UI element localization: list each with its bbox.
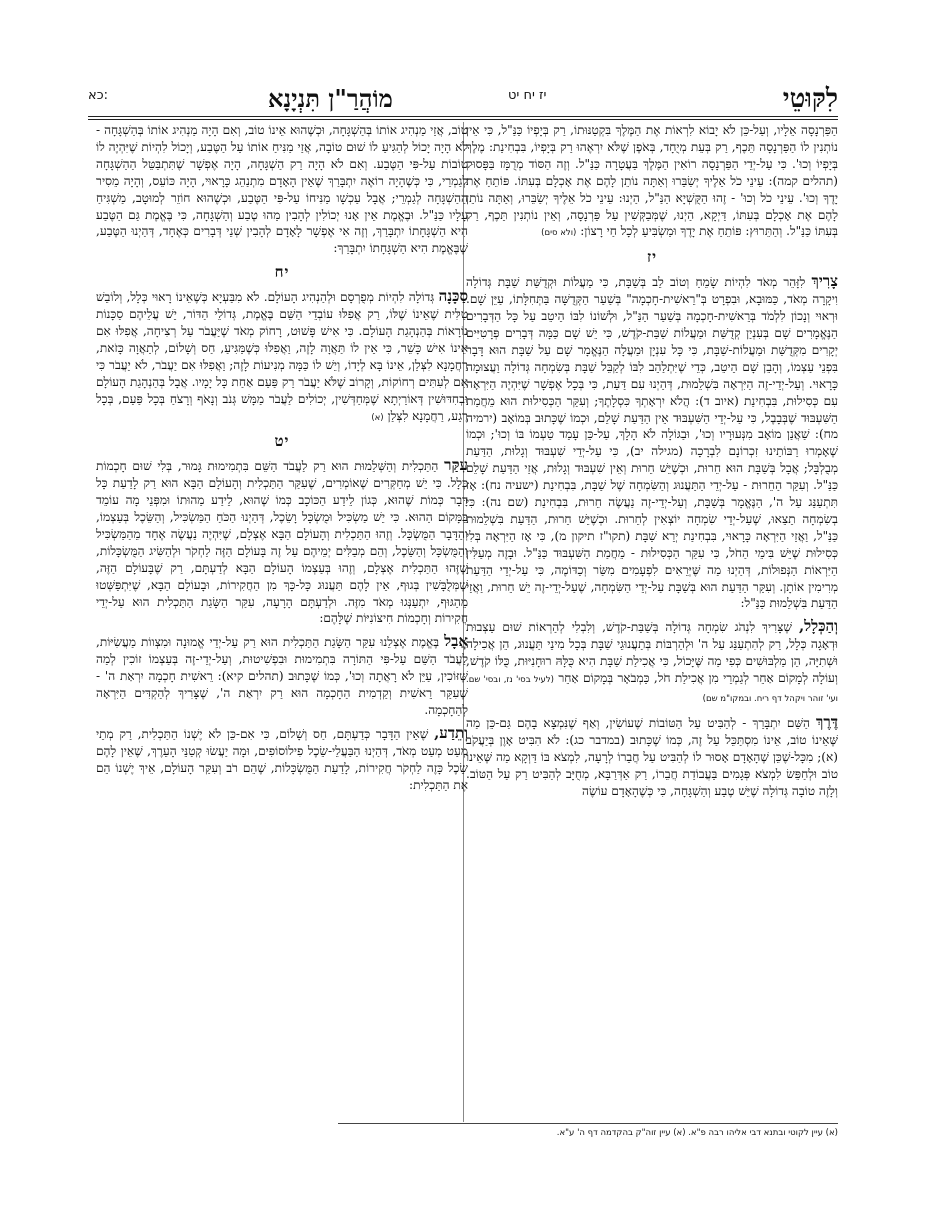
paragraph-text: גְּדוֹלָה לִהְיוֹת מְפֻרְסָם וּלְהַנְהִיג הָעוֹלָם. לֹא מִבַּעְיָא כְּשֶׁאֵינוֹ רָאוּי כְּלָל, וְלוֹבֵשׁ טַלִּית שֶׁאֵינוֹ שֶׁלּוֹ, רַק אֲפִלּוּ עוֹבְדֵי הַשֵּׁם בֶּאֱמֶת, גְּדוֹלֵי הַדּוֹר, יֵשׁ עֲלֵיהֶם סַכָּנוֹת נוֹרָאוֹת בְּהַנְהָגַת הָעוֹלָם. כִּי אִישׁ פָּשׁוּט, רָחוֹק מְאֹד שֶׁיַּעֲבֹר עַל רְצִיחָה, אֲפִלּוּ אִם אֵינוֹ אִישׁ כָּשֵׁר, כִּי אֵין לוֹ תַּאֲוָה לָזֶה, וַאֲפִלּוּ כְּשֶׁמַּגִּיעַ, חַס וְשָׁלוֹם, לְתַאֲוָה כָּזֹאת, רַחֲמָנָא לִצְּלַן, אֵינוֹ בָּא לְיָדוֹ, וְיֵשׁ לוֹ כַּמָּה מְנִיעוֹת לָזֶה; וַאֲפִלּוּ אִם יַעֲבֹר, לֹא יַעֲבֹר כִּי אִם לְעִתִּים רְחוֹקוֹת, וְקָרוֹב שֶׁלֹּא יַעֲבֹר רַק פַּעַם אַחַת כָּל יָמָיו. אֲבָל בְּהַנְהָגַת הָעוֹלָם וּבְחִדּוּשִׁין דְּאוֹרַיְתָא שֶׁמְּחַדְּשִׁין, יְכוֹלִים לַעֲבֹר מַמָּשׁ גְּנֹב וְנָאֹף וְרָצֹחַ בְּכָל פַּעַם, בְּכָל רֶגַע, רַחֲמָנָא לִצְּלַן: [96, 290, 468, 423]
header-rule: [88, 116, 838, 117]
lead-word: עִקַּר: [444, 456, 468, 475]
paragraph: [96, 457, 468, 627]
paragraph: [96, 633, 468, 719]
lead-word: וְתֵדַע,: [434, 723, 468, 742]
section-numbers: יז יח יט: [508, 88, 547, 103]
page-number: כא:: [88, 88, 108, 103]
section-heading-19: יט: [274, 432, 290, 451]
header-rule-thin: [88, 119, 838, 120]
lead-word: וְהַכְּלָל,: [798, 617, 838, 636]
section-heading-17: יז: [646, 248, 658, 267]
paragraph-text: בֶּאֱמֶת אֶצְלֵנוּ עִקַּר הַשָּׂגַת הַתַּכְלִית הוּא רַק עַל-יְדֵי אֱמוּנָה וּמִצְווֹת מַעֲשִׂיּוֹת, לַעֲבֹד הַשֵּׁם עַל-פִּי הַתּוֹרָה בִּתְמִימוּת וּבִפְשִׁיטוּת, וְעַל-יְדֵי-זֶה בְּעַצְמוֹ זוֹכִין לְמַה שֶּׁזּוֹכִין, עַיֵּן לֹא רָאֲתָה וְכוּ', כְּמוֹ שֶׁכָּתוּב (תהלים קיא): רֵאשִׁית חָכְמָה יִרְאַת ה' - שֶׁעִקַּר רֵאשִׁית וְקַדְמִית הַחָכְמָה הוּא רַק יִרְאַת ה', שֶׁצָּרִיךְ לְהַקְדִּים הַיִּרְאָה לְהַחָכְמָה.: [96, 635, 468, 717]
paragraph: [466, 714, 838, 800]
reference: (ולא סים): [541, 228, 577, 239]
paragraph: [96, 288, 468, 426]
lead-word: סַכָּנָה: [438, 287, 468, 306]
lead-word: אֲבָל: [444, 632, 468, 651]
paragraph-text: טוֹב, אֲזַי מַנְהִיג אוֹתוֹ בְּהַשְׁגָּחָה, וּכְשֶׁהוּא אֵינוֹ טוֹב, וְאִם הָיָה מַנְהִיג אוֹתוֹ בְּהַשְׁגָּחָה - לֹא הָיָה יָכוֹל לְהַגִּיעַ לוֹ שׁוּם טוֹבָה, אֲזַי מַנִּיחַ אוֹתוֹ עַל הַטֶּבַע, וְיָכוֹל לִהְיוֹת שֶׁיִּהְיֶה לוֹ טוֹבוֹת עַל-פִּי הַטֶּבַע. וְאִם לֹא הָיָה רַק הַשְׁגָּחָה, הָיָה אֶפְשָׁר שֶׁתִּתְבַּטֵּל הַהַשְׁגָּחָה לְגַמְרֵי, כִּי כְּשֶׁהָיָה רוֹאֶה יִתְבָּרַךְ שֶׁאֵין הָאָדָם מִתְנַהֵג כָּרָאוּי, הָיָה כּוֹעֵס, וְהָיָה מֵסִיר הַהַשְׁגָּחָה לְגַמְרֵי; אֲבָל עַכְשָׁו מַנִּיחוֹ עַל-פִּי הַטֶּבַע, וּכְשֶׁהוּא חוֹזֵר לְמוּטָב, מַשְׁגִּיחַ עָלָיו כַּנַּ"ל. וּבֶאֱמֶת אֵין אָנוּ יְכוֹלִין לְהָבִין מַהוּ טֶבַע וְהַשְׁגָּחָה, כִּי בֶּאֱמֶת גַּם הַטֶּבַע הִיא הַשְׁגָּחָתוֹ יִתְבָּרַךְ, וְזֶה אִי אֶפְשָׁר לָאָדָם לְהָבִין שְׁנֵי דְּבָרִים כְּאֶחָד, דְּהַיְנוּ הַטֶּבַע, שֶׁבֶּאֱמֶת הִיא הַשְׁגָּחָתוֹ יִתְבָּרַךְ:: [96, 123, 468, 256]
reference: (א): [371, 412, 384, 423]
book-title-right: לִקּוּטֵי: [782, 84, 838, 114]
section-heading-18: יח: [274, 263, 290, 282]
paragraph-text: הַתַּכְלִית וְהַשְּׁלֵמוּת הוּא רַק לַעֲבֹד הַשֵּׁם בִּתְמִימוּת גָּמוּר, בְּלִי שׁוּם חָכְמוֹת כְּלָל. כִּי יֵשׁ מְחַקְּרִים שֶׁאוֹמְרִים, שֶׁעִקַּר הַתַּכְלִית וְהָעוֹלָם הַבָּא הוּא רַק לָדַעַת כָּל דָּבָר כְּמוֹת שֶׁהוּא, כְּגוֹן לֵידַע הַכּוֹכָב כְּמוֹ שֶׁהוּא, לֵידַע מַהוּתוֹ וּמִפְּנֵי מָה עוֹמֵד בַּמָּקוֹם הַהוּא. כִּי יֵשׁ מַשְׂכִּיל וּמֻשְׂכָּל וָשֵׂכֶל, דְּהַיְנוּ הַכֹּחַ הַמַּשְׂכִּיל, וְהַשֵּׂכֶל בְּעַצְמוֹ, וְהַדָּבָר הַמֻּשְׂכָּל. וְזֶהוּ הַתַּכְלִית וְהָעוֹלָם הַבָּא אֶצְלָם, שֶׁיִּהְיֶה נַעֲשֶׂה אֶחָד מֵהַמַּשְׂכִּיל וְהַמֻּשְׂכָּל וְהַשֵּׂכֶל, וְהֵם מְבַלִּים יְמֵיהֶם עַל זֶה בָּעוֹלָם הַזֶּה לַחְקֹר וּלְהַשִּׂיג הַמֻּשְׂכָּלוֹת, שֶׁזֶּהוּ הַתַּכְלִית אֶצְלָם, וְזֶהוּ בְּעַצְמוֹ הָעוֹלָם הַבָּא לְדַעְתָּם, רַק שֶׁבָּעוֹלָם הַזֶּה, שֶׁמְּלֻבָּשִׁין בְּגוּף, אֵין לָהֶם תַּעֲנוּג כָּל-כָּךְ מִן הַחֲקִירוֹת, וּבָעוֹלָם הַבָּא, שֶׁיִּתְפַּשְּׁטוּ מֵהַגּוּף, יִתְעַנְּגוּ מְאֹד מִזֶּה. וּלְדַעְתָּם הָרָעָה, עִקַּר הַשָּׂגַת הַתַּכְלִית הוּא עַל-יְדֵי חֲקִירוֹת וְחָכְמוֹת חִיצוֹנִיּוֹת שֶׁלָּהֶם:: [96, 459, 468, 626]
paragraph: [466, 122, 838, 242]
paragraph-text: הַפַּרְנָסָה אֵלָיו, וְעַל-כֵּן לֹא יָבוֹא לִרְאוֹת אֶת הַמֶּלֶךְ בִּקְטַנּוּתוֹ, רַק בְּיָפְיוֹ כַּנַּ"ל, כִּי אֵין נוֹתְנִין לוֹ הַפַּרְנָסָה תֵּכֶף, רַק בְּעֵת מְיֻחָד, בְּאֹפֶן שֶׁלֹּא יִרְאֶהוּ רַק בְּיָפְיוֹ, בִּבְחִינַת: מֶלֶךְ בְּיָפְיוֹ וְכוּ'. כִּי עַל-יְדֵי הַפַּרְנָסָה רוֹאִין הַמֶּלֶךְ בַּעֲטָרָה כַּנַּ"ל. וְזֶה הַסּוֹד מְרֻמָּז בַּפָּסוּק (תהלים קמה): עֵינֵי כֹל אֵלֶיךָ יְשַׂבֵּרוּ וְאַתָּה נוֹתֵן לָהֶם אֶת אָכְלָם בְּעִתּוֹ. פּוֹתֵחַ אֶת יָדֶךָ וְכוּ'. עֵינֵי כֹל וְכוּ' - זֶהוּ הַקֻּשְׁיָא הַנַּ"ל, הַיְנוּ: עֵינֵי כֹל אֵלֶיךָ יְשַׂבֵּרוּ, וְאַתָּה נוֹתֵן לָהֶם אֶת אָכְלָם בְּעִתּוֹ, דַּיְקָא, הַיְנוּ, שֶׁמְּבַקְּשִׁין עַל פַּרְנָסָה, וְאֵין נוֹתְנִין תֵּכֶף, רַק בְּעִתּוֹ כַּנַּ"ל. וְהַתֵּרוּץ: פּוֹתֵחַ אֶת יָדֶךָ וּמַשְׂבִּיעַ לְכָל חַי רָצוֹן:: [466, 123, 838, 239]
paragraph: [466, 273, 838, 612]
right-column: [466, 122, 838, 1122]
paragraph: [466, 618, 838, 708]
paragraph-text: שֶׁצָּרִיךְ לִנְהֹג שִׂמְחָה גְּדוֹלָה בְּשַׁבַּת-קֹדֶשׁ, וְלִבְלִי לְהַרְאוֹת שׁוּם עַצְבוּת וּדְאָגָה כְּלָל, רַק לְהִתְעַנֵּג עַל ה' וּלְהַרְבּוֹת בְּתַעֲנוּגֵי שַׁבָּת בְּכָל מִינֵי תַּעֲנוּג, הֵן אֲכִילָה וּשְׁתִיָּה, הֵן מַלְבּוּשִׁים כְּפִי מַה שֶּׁיָּכוֹל, כִּי אֲכִילַת שַׁבָּת הִיא כֻּלָּהּ רוּחָנִיּוּת, כֻּלּוֹ קֹדֶשׁ, וְעוֹלָה לְמָקוֹם אַחֵר לְגַמְרֵי מִן אֲכִילַת חֹל, כַּמְבֹאָר בְּמָקוֹם אַחֵר: [466, 620, 838, 686]
paragraph-text: שֶׁאֵין הַדָּבָר כְּדַעְתָּם, חַס וְשָׁלוֹם, כִּי אִם-כֵּן לֹא יֶשְׁנוֹ הַתַּכְלִית, רַק מְתֵי מְעַט מְעַט מְאֹד, דְּהַיְנוּ הַבַּעֲלֵי-שֵׂכֶל פִילוֹסוֹפִים, וּמָה יַעֲשׂוּ קְטַנֵּי הָעֵרֶךְ, שֶׁאֵין לָהֶם שֵׂכֶל כָּזֶה לַחְקֹר חֲקִירוֹת, לָדַעַת הַמֻּשְׂכָּלוֹת, שֶׁהֵם רֹב וְעִקַּר הָעוֹלָם, אֵיךְ יֶשְׁנוֹ הֵם אֶת הַתַּכְלִית:: [96, 726, 468, 792]
paragraph: [96, 122, 468, 257]
footnote: (א) עיין לקוטי ובתנא דבי אליהו רבה פ"א. (א) עיין זוה"ק בהקדמה דף ה' ע"א.: [338, 1123, 838, 1138]
lead-word: צָרִיךְ: [811, 272, 838, 291]
book-title-left: מוֹהֲרַ"ן תִּנְיָנָא: [268, 84, 393, 113]
reference: (לעיל בסי' נז, ובסי' שם. ועי' זוהר ויקהל דף ריח. ובמקו"מ שם): [466, 675, 838, 704]
paragraph-text: לִזָּהֵר מְאֹד לִהְיוֹת שָׂמֵחַ וְטוֹב לֵב בְּשַׁבָּת, כִּי מַעֲלוֹת וּקְדֻשַּׁת שַׁבָּת גְּדוֹלָה וִיקָרָה מְאֹד, כַּמּוּבָא, וּבִפְרָט בְּ"רֵאשִׁית-חָכְמָה" בְּשַׁעַר הַקְּדֻשָּׁה בַּתְּחִלָּתוֹ, עַיֵּן שָׁם. וּרְאוּי וְנָכוֹן לִלְמֹד בְּרֵאשִׁית-חָכְמָה בְּשַׁעַר הַנַּ"ל, וּלְשׁוֹנוֹ לִבּוֹ הֵיטֵב עַל כָּל הַדְּבָרִים הַנֶּאֱמָרִים שָׁם בְּעִנְיַן קְדֻשַּׁת וּמַעֲלוֹת שַׁבַּת-קֹדֶשׁ, כִּי יֵשׁ שָׁם כַּמָּה דְּבָרִים פְּרָטִיִּים יְקָרִים מִקְּדֻשַּׁת וּמַעֲלוֹת-שַׁבָּת, כִּי כָּל עִנְיָן וּמַעֲלָה הַנֶּאֱמָר שָׁם עַל שַׁבָּת הוּא דָּבָר בִּפְנֵי עַצְמוֹ, וְהָבֵן שָׁם הֵיטֵב, כְּדֵי שֶׁיִּתְלַהֵב לִבּוֹ לְקַבֵּל שַׁבָּת בְּשִׂמְחָה גְּדוֹלָה וַעֲצוּמָה כָּרָאוּי. וְעַל-יְדֵי-זֶה הַיִּרְאָה בִּשְׁלֵמוּת, דְּהַיְנוּ עִם דַּעַת, כִּי בְּכָל אֶפְשָׁר שֶׁיִּהְיֶה הַיִּרְאָה עִם כְּסִילוּת, בִּבְחִינַת (איוב ד): הֲלֹא יִרְאָתְךָ כִּסְלָתֶךָ; וְעִקַּר הַכְּסִילוּת הוּא מֵחֲמַת הַשִּׁעְבּוּד שֶׁבְּבָבֶל, כִּי עַל-יְדֵי הַשִּׁעְבּוּד אֵין הַדַּעַת שָׁלֵם, וּכְמוֹ שֶׁכָּתוּב בְּמוֹאָב (ירמיה מח): שַׁאֲנַן מוֹאָב מִנְּעוּרָיו וְכוּ', וּבַגּוֹלָה לֹא הָלָךְ, עַל-כֵּן עָמַד טַעְמוֹ בּוֹ וְכוּ'; וּכְמוֹ שֶׁאָמְרוּ רַבּוֹתֵינוּ זִכְרוֹנָם לִבְרָכָה (מגילה יב), כִּי עַל-יְדֵי שִׁעְבּוּד וְגָלוּת, הַדַּעַת מְבֻלְבָּל; אֲבָל בְּשַׁבָּת הוּא חֵרוּת, וּכְשֶׁיֵּשׁ חֵרוּת וְאֵין שִׁעְבּוּד וְגָלוּת, אֲזַי הַדַּעַת שָׁלֵם כַּנַּ"ל. וְעִקַּר הַחֵרוּת - עַל-יְדֵי הַתַּעֲנוּג וְהַשִּׂמְחָה שֶׁל שַׁבָּת, בִּבְחִינַת (ישעיה נח): אָז תִּתְעַנַּג עַל ה', הַנֶּאֱמָר בְּשַׁבָּת, וְעַל-יְדֵי-זֶה נַעֲשֶׂה חֵרוּת, בִּבְחִינַת (שם נה): כִּי בְשִׂמְחָה תֵצֵאוּ, שֶׁעַל-יְדֵי שִׂמְחָה יוֹצְאִין לְחֵרוּת. וּכְשֶׁיֵּשׁ חֵרוּת, הַדַּעַת בִּשְׁלֵמוּת כַּנַּ"ל, וַאֲזַי הַיִּרְאָה כָּרָאוּי, בִּבְחִינַת יְרֵא שַׁבָּת (תקו"ז תיקון מ), כִּי אָז הַיִּרְאָה בְּלִי כְּסִילוּת שֶׁיֵּשׁ בִּימֵי הַחֹל, כִּי עִקַּר הַכְּסִילוּת - מֵחֲמַת הַשִּׁעְבּוּד כַּנַּ"ל. וּבָזֶה מְעַלִּין הַיִּרְאוֹת הַנְּפוּלוֹת, דְּהַיְנוּ מַה שֶּׁיְּרֵאִים לִפְעָמִים מִשַּׂר וְכַדּוֹמֶה, כִּי עַל-יְדֵי הַדַּעַת מְרִימִין אוֹתָן. וְעִקַּר הַדַּעַת הוּא בְּשַׁבָּת עַל-יְדֵי הַשִּׂמְחָה, שֶׁעַל-יְדֵי-זֶה יֵשׁ חֵרוּת, וַאֲזַי הַדַּעַת בִּשְׁלֵמוּת כַּנַּ"ל:: [466, 275, 838, 611]
lead-word: דֶּרֶךְ: [816, 712, 838, 731]
paragraph: [96, 725, 468, 794]
left-column: [96, 122, 468, 1122]
paragraph-text: הַשֵּׁם יִתְבָּרַךְ - לְהַבִּיט עַל הַטּוֹבוֹת שֶׁעוֹשִׂין, וְאַף שֶׁנִּמְצָא בָהֶם גַּם-כֵּן מַה שֶּׁאֵינוֹ טוֹב, אֵינוֹ מִסְתַּכֵּל עַל זֶה, כְּמוֹ שֶׁכָּתוּב (במדבר כג): לֹא הִבִּיט אָוֶן בְּיַעֲקֹב (א); מִכָּל-שֶׁכֵּן שֶׁהָאָדָם אָסוּר לוֹ לְהַבִּיט עַל חֲבֵרוֹ לְרָעָה, לִמְצֹא בּוֹ דַּוְקָא מַה שֶּׁאֵינוֹ טוֹב וּלְחַפֵּשׂ לִמְצֹא פְּגָמִים בַּעֲבוֹדַת חֲבֵרוֹ, רַק אַדְּרַבָּא, מְחֻיָּב לְהַבִּיט רַק עַל הַטּוֹב. וְלָזֶה טוֹבָה גְּדוֹלָה שֶׁיֵּשׁ טֶבַע וְהַשְׁגָּחָה, כִּי כְּשֶׁהָאָדָם עוֹשֶׂה: [466, 715, 838, 798]
running-header: [88, 86, 838, 116]
